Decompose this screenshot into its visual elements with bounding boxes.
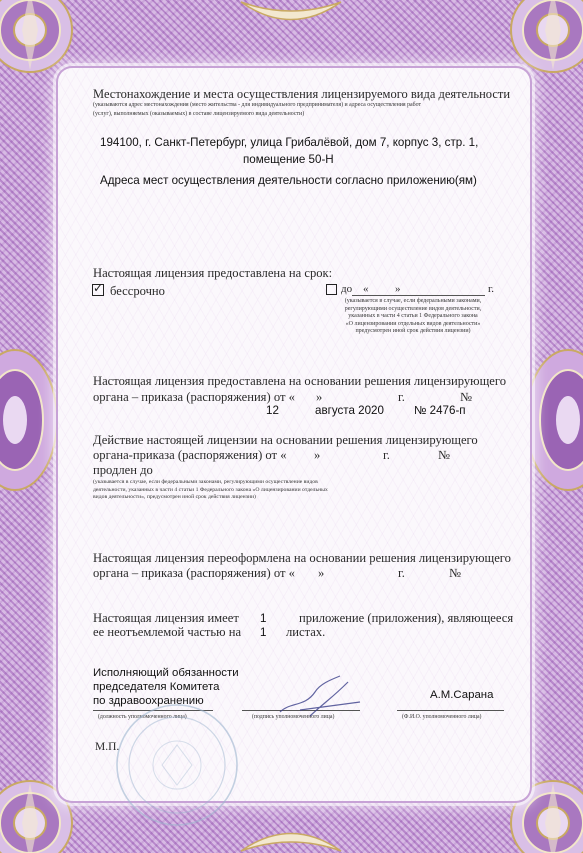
- check-mark-icon: ✓: [93, 281, 104, 295]
- unlimited-label: бессрочно: [110, 284, 165, 298]
- basis-line1: Настоящая лицензия предоставлена на основании решения лицензирующего: [93, 374, 507, 388]
- basis-day: 12: [266, 404, 279, 417]
- extension-quote-close: »: [314, 448, 321, 462]
- until-year-suffix: г.: [488, 283, 495, 295]
- reissue-year-suffix: г.: [398, 566, 405, 580]
- extension-year-suffix: г.: [383, 448, 390, 462]
- appendix-line1-suffix: приложение (приложения), являющееся: [299, 611, 514, 625]
- official-stamp: [112, 700, 242, 830]
- location-note-line1: (указываются адрес местонахождения (место жительства - для индивидуального предпринимателя) и адреса осуществления работ: [93, 102, 422, 108]
- signer-name: А.М.Сарана: [430, 689, 494, 701]
- reissue-line2: органа – приказа (распоряжения) от «: [93, 566, 295, 580]
- location-heading: Местонахождение и места осуществления лицензируемого вида деятельности: [93, 87, 511, 101]
- top-center-ornament: [236, 0, 346, 32]
- reissue-quote-close: »: [318, 566, 325, 580]
- name-caption: (Ф.И.О. уполномоченного лица): [402, 714, 482, 720]
- basis-number-sign: №: [460, 390, 473, 404]
- appendix-count: 1: [260, 612, 267, 625]
- handwritten-signature: [270, 672, 370, 722]
- appendix-sheets: 1: [260, 626, 267, 639]
- reissue-line1: Настоящая лицензия переоформлена на основании решения лицензирующего: [93, 551, 511, 565]
- extension-line2: органа-приказа (распоряжения) от «: [93, 448, 287, 462]
- until-prefix: до: [341, 283, 353, 295]
- unlimited-checkbox[interactable]: [92, 281, 104, 296]
- until-quote-close: »: [395, 283, 401, 295]
- extension-line3: продлен до: [93, 463, 153, 477]
- reissue-number-sign: №: [449, 566, 462, 580]
- stamp-place: М.П.: [95, 741, 120, 753]
- until-note: (указывается в случае, если федеральными законами, регулирующими осуществление видов деятельности, указанных в части 4 статьи 1 Федерального закона «О лицензировании отдельных видов деятельности» предусмотрен иной срок действия лицензии): [344, 298, 482, 334]
- address-line1: 194100, г. Санкт-Петербург, улица Грибалёвой, дом 7, корпус 3, стр. 1,: [100, 136, 479, 149]
- location-note-line2: (услуг), выполняемых (оказываемых) в составе лицензируемого вида деятельности): [93, 111, 305, 117]
- extension-number-sign: №: [438, 448, 451, 462]
- basis-year-suffix: г.: [398, 390, 405, 404]
- position-caption: (должность уполномоченного лица): [98, 714, 187, 720]
- extension-note: (указывается в случае, если федеральными законами, регулирующими осуществление видов деятельности, указанных в части 4 статьи 1 Федерального закона «О лицензировании отдельных видов деятельности», предусмотрен иной срок действия лицензии): [93, 479, 328, 500]
- activity-places: Адреса мест осуществления деятельности согласно приложению(ям): [100, 174, 477, 187]
- extension-line1: Действие настоящей лицензии на основании решения лицензирующего: [93, 433, 478, 447]
- side-ornament-left: [0, 345, 60, 495]
- basis-quote-close: »: [316, 390, 323, 404]
- name-underline: [397, 710, 504, 711]
- basis-month-year: августа 2020: [315, 404, 384, 417]
- signer-position: Исполняющий обязанности председателя Комитета по здравоохранению: [93, 667, 239, 707]
- basis-number: № 2476-п: [414, 404, 466, 417]
- signature-caption: (подпись уполномоченного лица): [252, 714, 335, 720]
- until-date-underline: [352, 295, 485, 296]
- address-line2: помещение 50-Н: [243, 153, 334, 166]
- bottom-center-ornament: [236, 821, 346, 853]
- appendix-line2-suffix: листах.: [286, 625, 326, 639]
- term-heading: Настоящая лицензия предоставлена на срок:: [93, 266, 333, 280]
- basis-line2: органа – приказа (распоряжения) от «: [93, 390, 295, 404]
- appendix-line2-prefix: ее неотъемлемой частью на: [93, 625, 242, 639]
- appendix-line1-prefix: Настоящая лицензия имеет: [93, 611, 239, 625]
- until-quote-open: «: [363, 283, 369, 295]
- until-date-checkbox[interactable]: [326, 284, 337, 295]
- side-ornament-right: [523, 345, 583, 495]
